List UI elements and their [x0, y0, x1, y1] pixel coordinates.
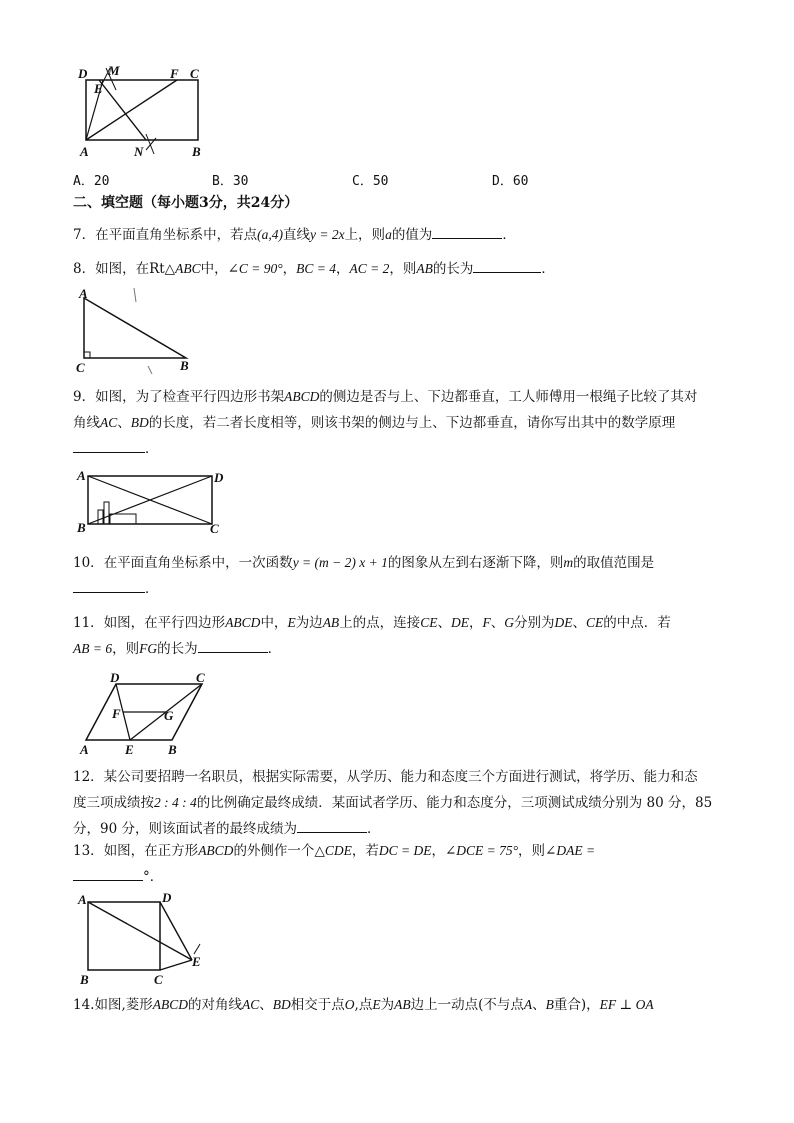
label-A: A: [77, 468, 86, 483]
label-D: D: [162, 890, 172, 905]
label-D: D: [214, 470, 224, 485]
label-C: C: [210, 521, 219, 534]
label-B: B: [192, 144, 201, 159]
label-A: A: [79, 286, 88, 301]
label-G: G: [164, 708, 174, 723]
q9-figure: [74, 466, 230, 534]
answer-blank-7[interactable]: [432, 223, 502, 239]
answer-blank-12[interactable]: [297, 817, 367, 833]
section-2-title: 二、填空题（每小题3分，共24分）: [73, 195, 299, 211]
q6-option-c: C．50: [352, 174, 389, 189]
label-B: B: [77, 520, 86, 534]
label-D: D: [110, 670, 120, 685]
label-C: C: [196, 670, 205, 685]
answer-blank-10[interactable]: [73, 577, 145, 593]
question-10: 10．在平面直角坐标系中，一次函数y = (m − 2) x + 1的图象从左到右逐渐下降，则m的取值范围是 ．: [73, 555, 655, 597]
question-14: 14.如图,菱形ABCD的对角线AC、BD相交于点O,点E为AB边上一动点(不与点A、B重合)，EF ⊥ OA: [73, 997, 654, 1013]
q8-figure: [74, 286, 204, 374]
q6-option-d: D．60: [492, 174, 529, 189]
label-D: D: [78, 66, 88, 81]
label-N: N: [134, 144, 144, 159]
question-12: 12．某公司要招聘一名职员，根据实际需要，从学历、能力和态度三个方面进行测试，将学历、能力和态 度三项成绩按2 : 4 : 4的比例确定最终成绩．某面试者学历、能力和态度分，三项测试成绩分别为 80 分，85 分，90 分，则该面试者的最终成绩为 ．: [73, 769, 713, 837]
question-8: 8．如图，在Rt△ABC中，∠C = 90°，BC = 4，AC = 2，则AB的长为 ．: [73, 256, 555, 282]
label-A: A: [80, 144, 89, 159]
label-F: F: [170, 66, 179, 81]
q11-figure: [74, 668, 214, 758]
label-C: C: [190, 66, 199, 81]
label-C: C: [154, 972, 163, 987]
answer-blank-8[interactable]: [473, 257, 541, 273]
answer-blank-13[interactable]: [73, 865, 143, 881]
label-C: C: [76, 360, 85, 374]
q6-figure: [76, 64, 206, 160]
label-B: B: [80, 972, 89, 987]
answer-blank-11[interactable]: [198, 637, 268, 653]
label-E: E: [94, 81, 103, 96]
label-A: A: [80, 742, 89, 757]
answer-blank-9[interactable]: [73, 437, 145, 453]
label-F: F: [112, 706, 121, 721]
q13-figure: [74, 888, 214, 988]
label-M: M: [108, 64, 120, 78]
label-B: B: [180, 358, 189, 373]
label-E: E: [125, 742, 134, 757]
question-11: 11．如图，在平行四边形ABCD中，E为边AB上的点，连接CE、DE，F、G分别为DE、CE的中点．若 AB = 6，则FG的长为 ．: [73, 615, 671, 657]
label-A: A: [78, 892, 87, 907]
label-E: E: [192, 954, 201, 969]
q6-option-a: A．20: [73, 174, 110, 189]
question-13: 13．如图，在正方形ABCD的外侧作一个△CDE，若DC = DE，∠DCE = 75°，则∠DAE = °．: [73, 843, 596, 885]
question-9: 9．如图，为了检查平行四边形书架ABCD的侧边是否与上、下边都垂直，工人师傅用一根绳子比较了其对 角线AC、BD的长度，若二者长度相等，则该书架的侧边与上、下边都垂直，请你写出其中的数学原理 ．: [73, 389, 698, 457]
q6-option-b: B．30: [212, 174, 249, 189]
question-7: 7．在平面直角坐标系中，若点(a,4)直线y = 2x上，则a的值为 ．: [73, 222, 516, 248]
label-B: B: [168, 742, 177, 757]
